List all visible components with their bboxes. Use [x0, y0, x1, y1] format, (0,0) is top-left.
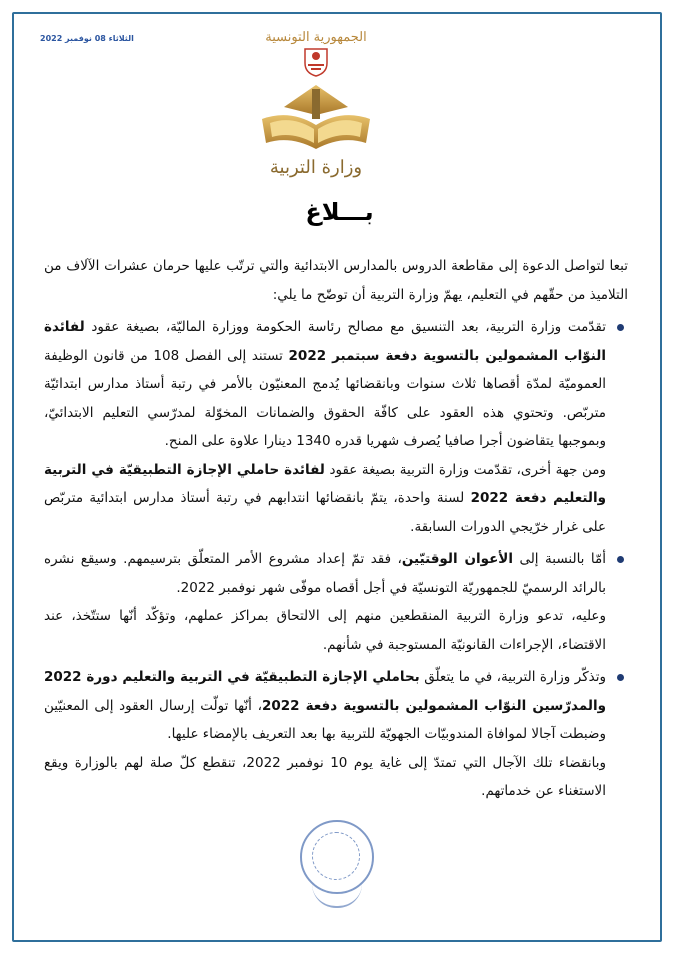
ministry-book-logo-icon	[256, 81, 376, 155]
bullet-item-1	[44, 313, 628, 456]
bullet-item-3	[44, 663, 628, 749]
paragraph-3: وعليه، تدعو وزارة التربية المنقطعين منهم إلى الالتحاق بمراكز عملهم، وتؤكّد أنّها ستتّخذ، عند الاقتضاء، الإجراءات القانونيّة المستوجبة في شأنهم.	[44, 608, 606, 653]
letterhead	[246, 30, 386, 178]
official-stamp	[300, 820, 374, 894]
paragraph-2	[44, 456, 628, 542]
bullet-1-text-c: تستند إلى الفصل 108 من قانون الوظيفة العموميّة لمدّة أقصاها ثلاث سنوات وبانقضائها يُدمج المعنيّون بالأمر في رتبة أستاذ مدارس ابتدائيّة متربّص. وتحتوي هذه العقود على كافّة الحقوق والضمانات المخوّلة لمدرّسي التعليم الابتدائيّ، وبموجبها يتقاضون أجرا صافيا يُصرف شهريا قدره 1340 دينارا علاوة على المنح.	[44, 347, 606, 449]
bullet-3-text-c: ، أنّها تولّت إرسال العقود إلى المعنيّين وضبطت آجالا لموافاة المندوبيّات الجهويّة للتربية بها بعد التعريف بالإمضاء عليها.	[44, 697, 606, 742]
document-body	[44, 252, 628, 810]
paragraph-2-text-bold: لفائدة حاملي الإجازة التطبيقيّة في التربية والتعليم دفعة 2022	[44, 461, 606, 506]
bullet-2-text-bold: الأعوان الوقتيّين	[401, 551, 513, 567]
republic-label: الجمهورية التونسية	[265, 30, 367, 45]
paragraph-2-text-a: ومن جهة أخرى، تقدّمت وزارة التربية بصيغة عقود	[324, 461, 606, 478]
document-date: الثلاثاء 08 نوفمبر 2022	[40, 34, 134, 43]
ministry-name: وزارة التربية	[269, 157, 363, 178]
bullet-2-text-a: أمّا بالنسبة إلى	[512, 551, 606, 567]
bullet-dot-icon	[617, 324, 624, 331]
bullet-2-text-c: ، فقد تمّ إعداد مشروع الأمر المتعلّق بترسيمهم. وسيقع نشره بالرائد الرسميّ للجمهوريّة التونسيّة في أجل أقصاه موفّى شهر نوفمبر 2022.	[44, 551, 606, 596]
paragraph-4: وبانقضاء تلك الآجال التي تمتدّ إلى غاية يوم 10 نوفمبر 2022، تنقطع كلّ صلة لهم بالوزارة ويقع الاستغناء عن خدماتهم.	[44, 754, 606, 799]
bullet-dot-icon	[617, 674, 624, 681]
bullet-1-text-a: تقدّمت وزارة التربية، بعد التنسيق مع مصالح رئاسة الحكومة ووزارة الماليّة، بصيغة عقود	[84, 319, 606, 335]
bullet-item-2	[44, 545, 628, 602]
paragraph-2-text-c: لسنة واحدة، يتمّ بانقضائها انتدابهم في رتبة أستاذ مدارس ابتدائية متربّص على غرار خرّيجي الدورات السابقة.	[44, 490, 606, 535]
bullet-3-text-bold: بحاملي الإجازة التطبيقيّة في التربية والتعليم دورة 2022 والمدرّسين النوّاب المشمولين بالتسوية دفعة 2022	[44, 669, 606, 714]
tunisia-coat-of-arms-icon	[302, 47, 330, 77]
bullet-1-text-bold: لفائدة النوّاب المشمولين بالتسوية دفعة سبتمبر 2022	[44, 319, 606, 364]
bullet-dot-icon	[617, 556, 624, 563]
intro-paragraph: تبعا لتواصل الدعوة إلى مقاطعة الدروس بالمدارس الابتدائية والتي ترتّب عليها حرمان عشرات الآلاف من التلاميذ من حقّهم في التعليم، يهمّ وزارة التربية أن توضّح ما يلي:	[44, 258, 628, 303]
bullet-3-text-a: وتذكّر وزارة التربية، في ما يتعلّق	[419, 669, 606, 685]
page-title: بـــلاغ	[305, 198, 374, 226]
